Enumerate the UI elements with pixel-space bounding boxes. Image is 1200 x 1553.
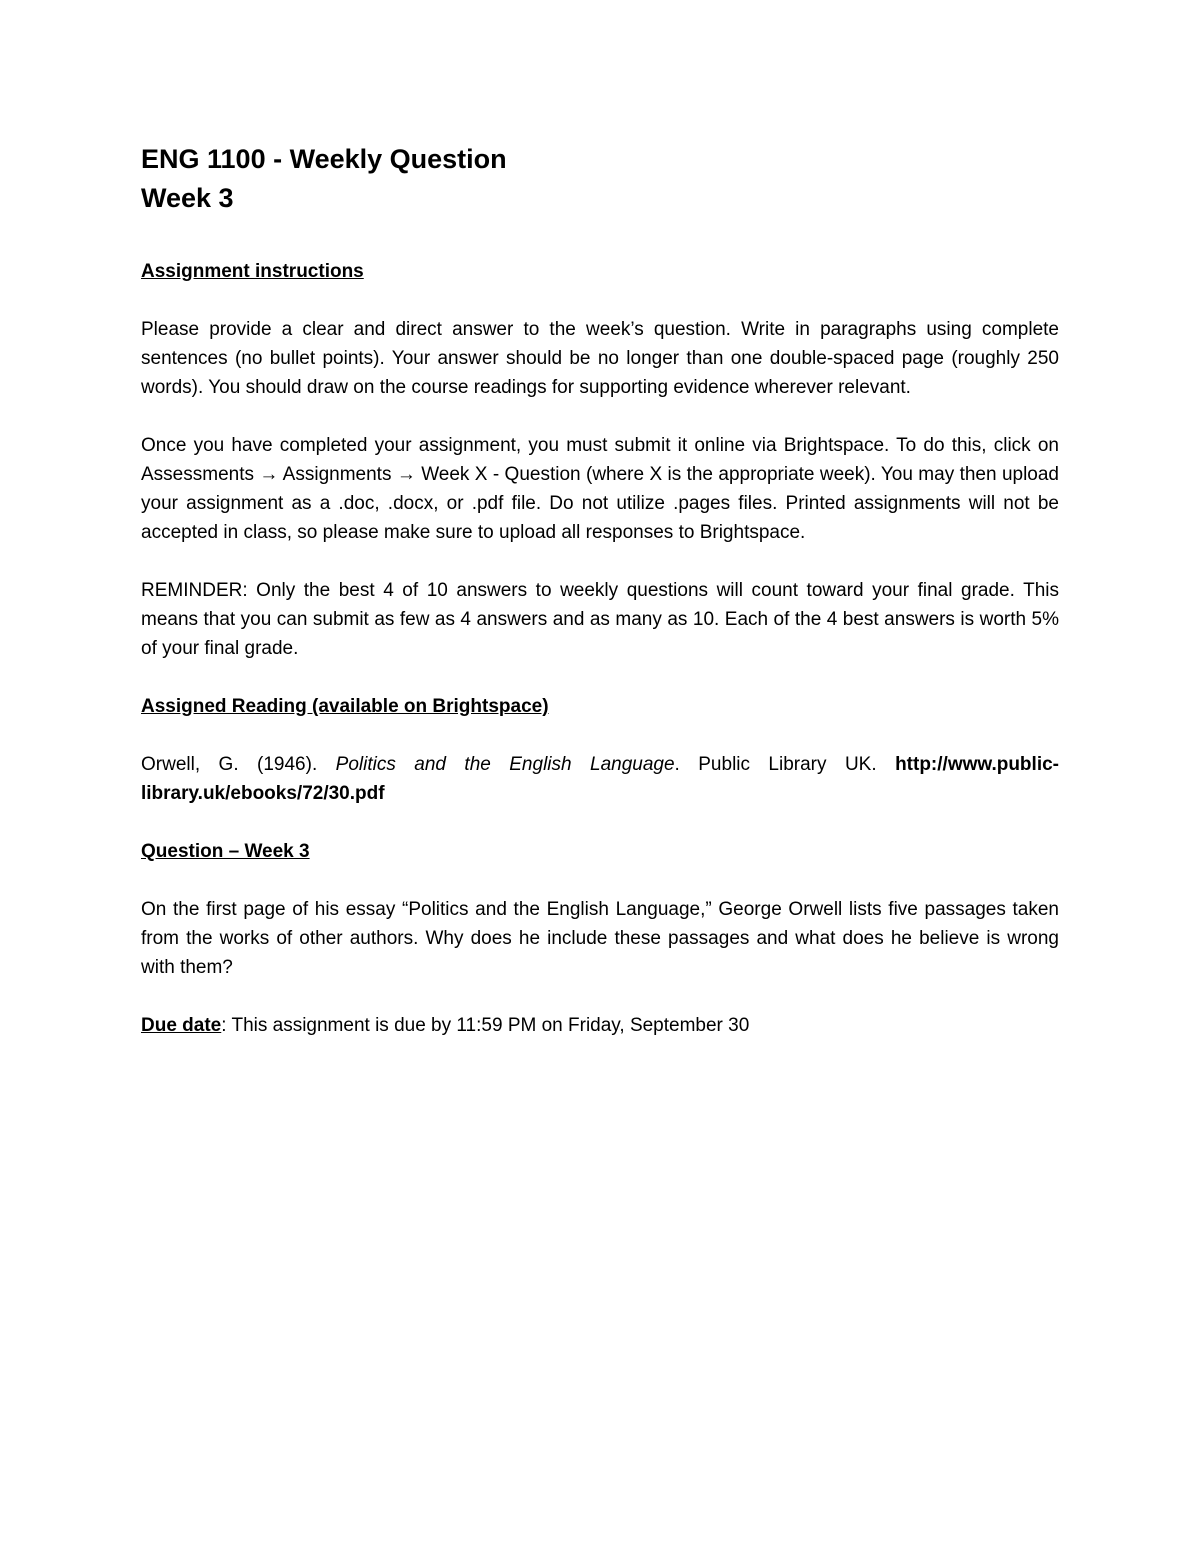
instructions-heading: Assignment instructions <box>141 261 364 282</box>
citation-publisher: . Public Library UK. <box>674 754 896 775</box>
reminder-paragraph: REMINDER: Only the best 4 of 10 answers to weekly questions will count toward your final grade. This means that you can submit as few as 4 answers and as many as 10. Each of the 4 best answers is worth 5% of your final grade. <box>141 580 1059 659</box>
title-line-2: Week 3 <box>141 183 234 213</box>
citation-title: Politics and the English Language <box>335 754 675 775</box>
document-page <box>141 140 1059 1040</box>
reading-citation <box>141 750 1059 808</box>
citation-url[interactable]: http://www.public-library.uk/ebooks/72/30.pdf <box>141 754 1059 804</box>
instructions-paragraph-1: Please provide a clear and direct answer to the week’s question. Write in paragraphs using complete sentences (no bullet points). Your answer should be no longer than one double-spaced page (roughly 250 words). You should draw on the course readings for supporting evidence wherever relevant. <box>141 319 1059 398</box>
due-date <box>141 1011 1059 1040</box>
due-date-label: Due date <box>141 1015 222 1036</box>
reading-heading: Assigned Reading (available on Brightspace) <box>141 696 549 717</box>
question-text: On the first page of his essay “Politics and the English Language,” George Orwell lists five passages taken from the works of other authors. Why does he include these passages and what does he believe is wrong with them? <box>141 899 1059 978</box>
title-line-1: ENG 1100 - Weekly Question <box>141 144 507 174</box>
instructions-paragraph-2: Once you have completed your assignment, you must submit it online via Brightspace. To do this, click on Assessments → Assignments → Week X - Question (where X is the appropriate week). You may then upload your assignment as a .doc, .docx, or .pdf file. Do not utilize .pages files. Printed assignments will not be accepted in class, so please make sure to upload all responses to Brightspace. <box>141 435 1059 543</box>
due-date-text: : This assignment is due by 11:59 PM on Friday, September 30 <box>221 1015 750 1036</box>
question-heading: Question – Week 3 <box>141 841 310 862</box>
citation-author-year: Orwell, G. (1946). <box>141 754 336 775</box>
document-title <box>141 140 1059 218</box>
